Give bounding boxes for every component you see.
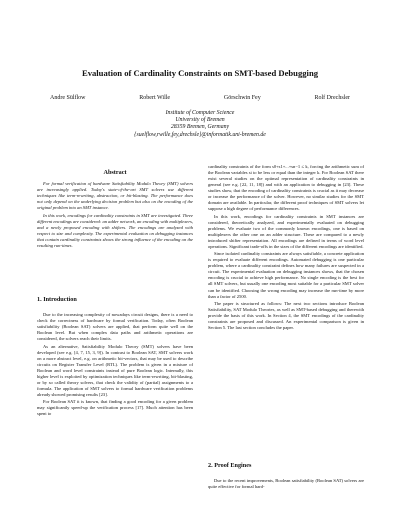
body-paragraph: The paper is structured as follows: The next two sections introduce Boolean Satisfiability, SAT Modulo Theories, as well as SMT-based debugging and therewith provide the basis of this work. In Section 4, the SMT encodings of the cardinality constraints are proposed and discussed. An experimental comparison is given in Section 5. The last section concludes the paper. — [208, 301, 364, 331]
body-paragraph: Due to the increasing complexity of nowadays circuit designs, there is a need to check the correctness of hardware by formal verification. Today, often Boolean satisfiability (Boolean SAT) solvers are applied, that perform quite well on the Boolean level. But when complex data paths and arithmetic operations are considered, the solvers reach their limits. — [37, 312, 193, 342]
email-address: {suelflow,rwille,fey,drechsle}@informatik.uni-bremen.de — [134, 131, 266, 138]
body-paragraph: cardinality constraints of the form s0+s1+...+sn−1 ≤ k, forcing the arithmetic sum of the Boolean variables si to be less or equal than the integer k. For Boolean SAT there exist several studies on the optimal representation of cardinality constraints in general (see e.g. [22, 11, 18]) and with an application to debugging in [23]. These studies show, that the encoding of cardinality constraints is crucial as it may decrease or increase the performance of the solver. However, no similar studies for the SMT domain are available. In particular, the different proof techniques of SMT solvers let suppose a high degree of performance differences. — [208, 164, 364, 212]
city: 28359 Bremen, Germany — [170, 124, 230, 131]
body-paragraph: Due to the recent improvements, Boolean satisfiability (Boolean SAT) solvers are quite effective for formal hard- — [208, 478, 364, 490]
abstract-body — [37, 181, 193, 251]
section-heading: 2. Proof Engines — [208, 462, 252, 469]
right-column-body — [208, 164, 364, 333]
author-name: Robert Wille — [139, 95, 171, 101]
proof-engines-body — [208, 478, 364, 490]
author-name: Rolf Drechsler — [314, 95, 350, 101]
abstract-paragraph: For formal verification of hardware Satisfiability Modulo Theory (SMT) solvers are increasingly applied. Today's state-of-the-art SMT solvers use different techniques like term-rewriting, abstraction, or bit-blasting. The performance does not only depend on the underlying decision problem but also on the encoding of the original problem into an SMT instance. — [37, 181, 193, 211]
introduction-body — [37, 312, 193, 419]
abstract-paragraph: In this work, encodings for cardinality constraints in SMT are investigated. Three different encodings are considered: an adder network, an encoding with multiplexers, and a newly proposed encoding with shifters. The encodings are analyzed with respect to size and complexity. The experimental evaluation on debugging instances that contain cardinality constraints shows the strong influence of the encoding on the resulting run-times. — [37, 213, 193, 249]
paper-title: Evaluation of Cardinality Constraints on SMT-based Debugging — [81, 68, 319, 78]
author-name: Andre Sülflow — [50, 95, 86, 101]
affiliation — [100, 110, 300, 139]
body-paragraph: In this work, encodings for cardinality constraints in SMT instances are considered, theoretically analyzed, and experimentally evaluated on debugging problems. We evaluate two of the commonly known encodings, one is based on multiplexers the other one on an adder structure. These are compared to a newly introduced shifter representation. All encodings are defined in terms of word level operations. Significant trade-offs in the sizes of the different encodings are identified. — [208, 213, 364, 249]
section-heading: 1. Introduction — [37, 296, 77, 303]
institute: Institute of Computer Science — [165, 110, 235, 116]
body-paragraph: For Boolean SAT it is known, that finding a good encoding for a given problem may significantly speed-up the verification process [17]. Much attention has been spent to — [37, 399, 193, 417]
abstract-heading: Abstract — [103, 169, 127, 176]
body-paragraph: As an alternative, Satisfiability Modulo Theory (SMT) solvers have been developed (see e.g. [4, 7, 15, 3, 9]). In contrast to Boolean SAT, SMT solvers work on a more abstract level, e.g. on arithmetic bit-vectors, that may be used to describe circuits on Register Transfer Level (RTL). The problem is given in a mixture of Boolean and word level constraints instead of pure Boolean logic. Internally, this higher level is exploited by optimization techniques like term-rewriting, bit-blasting, or by so called theory solvers, that check the validity of (partial) assignments to a formula. The application of SMT solvers to formal hardware verification problems already showed promising results [23]. — [37, 343, 193, 397]
author-name: Görschwin Fey — [223, 95, 261, 101]
body-paragraph: Since isolated cardinality constraints are always satisfiable, a concrete application is required to evaluate different encodings. Automated debugging is one particular problem, where a cardinality constraint defines how many failures are suspected in a circuit. The experimental evaluation on debugging instances shows, that the chosen encoding is crucial to achieve high performance. No single encoding is the best for all SMT solvers, but usually one encoding most suitable for a particular SMT solver can be identified. Choosing the wrong encoding may increase the run-time by more than a factor of 2500. — [208, 251, 364, 299]
university: University of Bremen — [175, 117, 225, 124]
author-list — [50, 94, 350, 102]
